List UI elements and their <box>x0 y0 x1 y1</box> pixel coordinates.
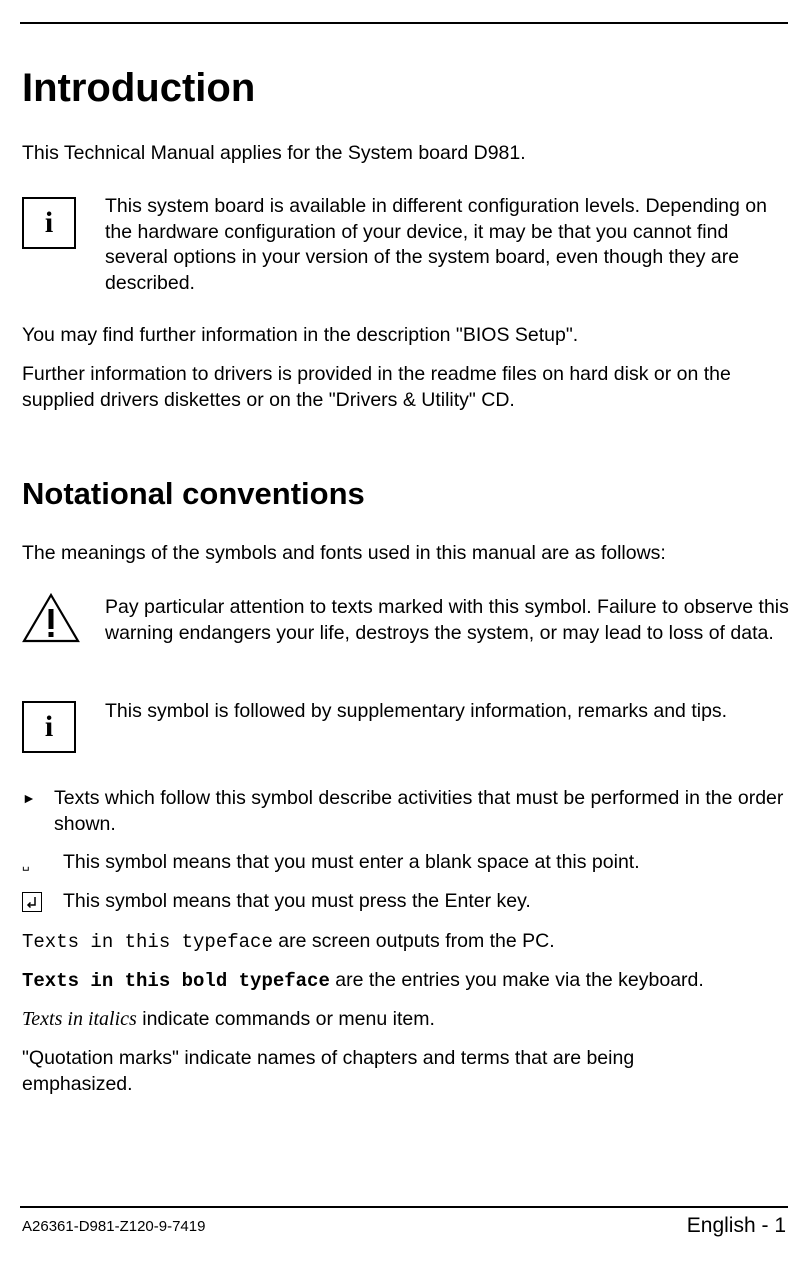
space-text: This symbol means that you must enter a blank space at this point. <box>63 851 640 873</box>
warning-text: Pay particular attention to texts marked with this symbol. Failure to observe this warning endangers your life, destroys the system, or may lead to loss of data. <box>105 596 789 644</box>
info-icon: i <box>22 197 76 249</box>
typeface-desc: are screen outputs from the PC. <box>272 930 555 952</box>
notation-title: Notational conventions <box>22 476 365 511</box>
enter-text: This symbol means that you must press the Enter key. <box>63 890 531 912</box>
top-rule <box>20 22 788 24</box>
info-icon: i <box>22 701 76 753</box>
italic-desc: indicate commands or menu item. <box>136 1008 435 1030</box>
italic-sample: Texts in italics <box>22 1008 137 1030</box>
page-number: English - 1 <box>686 1214 786 1237</box>
bold-typeface-line <box>22 968 802 995</box>
bold-desc: are the entries you make via the keyboard. <box>329 969 704 991</box>
bullet-text: Texts which follow this symbol describe activities that must be performed in the order shown. <box>54 787 784 835</box>
enter-key-icon <box>22 892 42 912</box>
intro-drivers-text: Further information to drivers is provided in the readme files on hard disk or on the supplied drivers diskettes or on the "Drivers & Utility" CD. <box>22 363 731 411</box>
quotes-text: "Quotation marks" indicate names of chapters and terms that are being emphasized. <box>22 1047 635 1095</box>
intro-applies-text: This Technical Manual applies for the System board D981. <box>22 142 526 164</box>
italic-line <box>22 1007 802 1033</box>
bold-sample: Texts in this bold typeface <box>22 970 330 992</box>
bottom-rule <box>20 1206 788 1208</box>
warning-icon <box>21 592 81 644</box>
intro-bios-text: You may find further information in the description "BIOS Setup". <box>22 324 579 346</box>
typeface-line <box>22 929 802 956</box>
space-symbol: ␣ <box>22 857 30 871</box>
intro-title: Introduction <box>22 66 256 110</box>
bullet-symbol: ► <box>22 790 36 806</box>
doc-code: A26361-D981-Z120-9-7419 <box>22 1218 206 1235</box>
notation-intro-text: The meanings of the symbols and fonts used in this manual are as follows: <box>22 542 666 564</box>
typeface-sample: Texts in this typeface <box>22 931 273 953</box>
info-text: This symbol is followed by supplementary information, remarks and tips. <box>105 700 728 722</box>
intro-note-text: This system board is available in different configuration levels. Depending on the hardware configuration of your device, it may be that you cannot find several options in your version of the system board, even though they are described. <box>105 195 767 294</box>
